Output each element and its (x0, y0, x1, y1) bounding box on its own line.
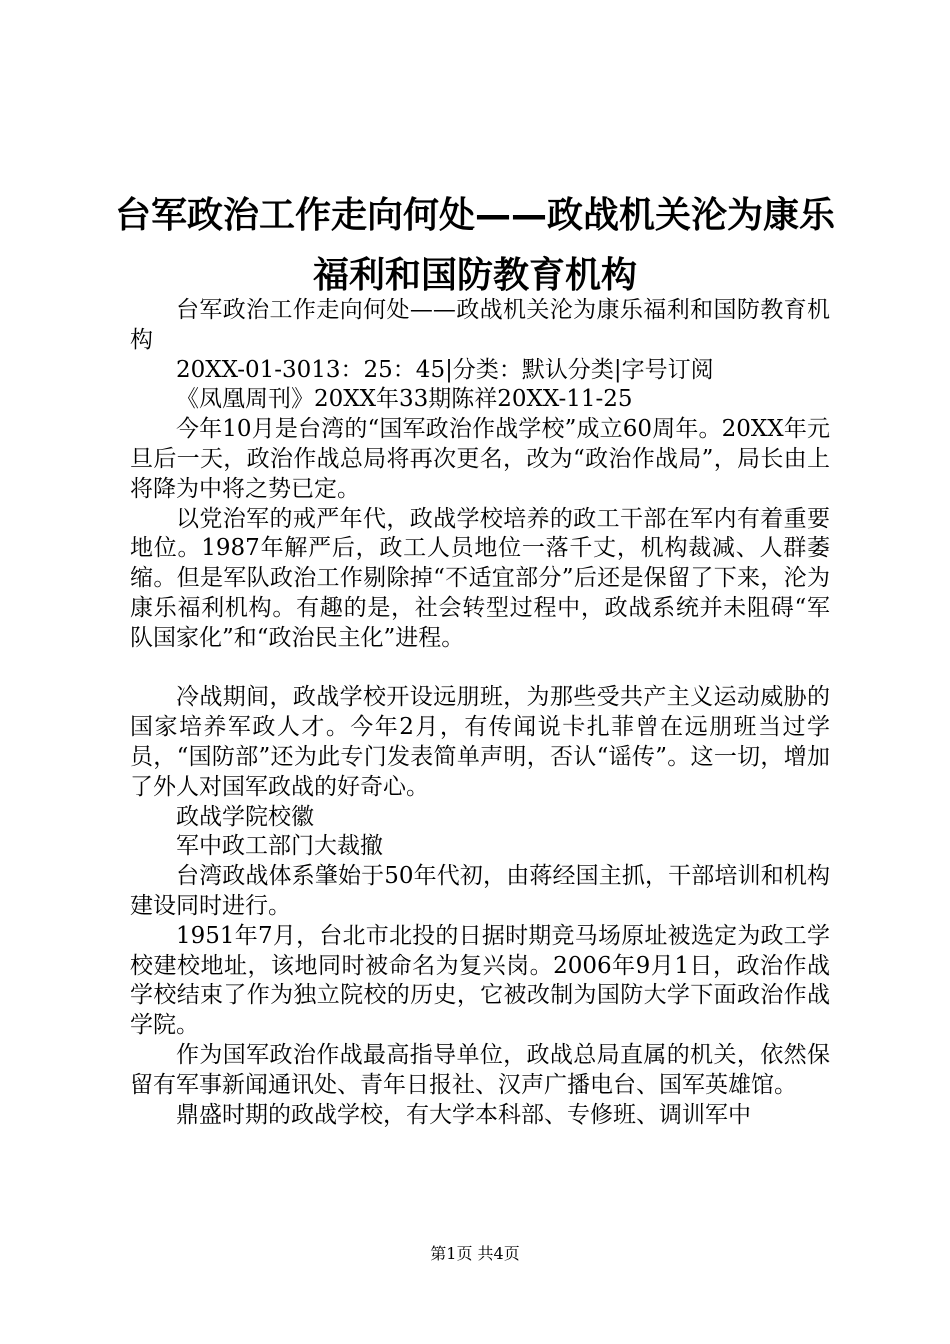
image-caption: 政战学院校徽 (176, 803, 314, 830)
page-number: 第1页 共4页 (430, 1244, 520, 1263)
paragraph: 以党治军的戒严年代，政战学校培养的政工干部在军内有着重要地位。1987年解严后，政工人员地位一落千丈，机构裁减、人群萎缩。但是军队政治工作剔除掉“不适宜部分”后还是保留了下来，沦为康乐福利机构。有趣的是，社会转型过程中，政战系统并未阻碍“军队国家化”和“政治民主化”进程。 (130, 505, 830, 651)
paragraph-meta: 20XX-01-3013：25：45|分类：默认分类|字号订阅 (176, 356, 714, 383)
paragraph-subtitle: 台军政治工作走向何处——政战机关沦为康乐福利和国防教育机构 (130, 297, 830, 353)
paragraph: 冷战期间，政战学校开设远朋班，为那些受共产主义运动威胁的国家培养军政人才。今年2月，有传闻说卡扎菲曾在远朋班当过学员，“国防部”还为此专门发表简单声明，否认“谣传”。这一切，增加了外人对国军政战的好奇心。 (130, 684, 830, 800)
page-footer (0, 1244, 950, 1264)
section-heading: 军中政工部门大裁撤 (176, 833, 383, 860)
title-line-1: 台军政治工作走向何处——政战机关沦为康乐 (114, 195, 835, 236)
paragraph: 1951年7月，台北市北投的日据时期竞马场原址被选定为政工学校建校地址，该地同时被命名为复兴岗。2006年9月1日，政治作战学校结束了作为独立院校的历史，它被改制为国防大学下面政治作战学院。 (130, 922, 830, 1039)
title-line-2: 福利和国防教育机构 (312, 255, 637, 296)
paragraph: 鼎盛时期的政战学校，有大学本科部、专修班、调训军中 (176, 1101, 751, 1128)
paragraph-source: 《凤凰周刊》20XX年33期陈祥20XX-11-25 (176, 386, 633, 413)
paragraph: 台湾政战体系肇始于50年代初，由蒋经国主抓，干部培训和机构建设同时进行。 (130, 863, 830, 919)
paragraph: 作为国军政治作战最高指导单位，政战总局直属的机关，依然保留有军事新闻通讯处、青年日报社、汉声广播电台、国军英雄馆。 (130, 1041, 830, 1098)
document-title (100, 186, 850, 306)
paragraph: 今年10月是台湾的“国军政治作战学校”成立60周年。20XX年元旦后一天，政治作战总局将再次更名，改为“政治作战局”，局长由上将降为中将之势已定。 (130, 416, 830, 502)
document-body (130, 296, 830, 1130)
blank-line (130, 654, 830, 684)
